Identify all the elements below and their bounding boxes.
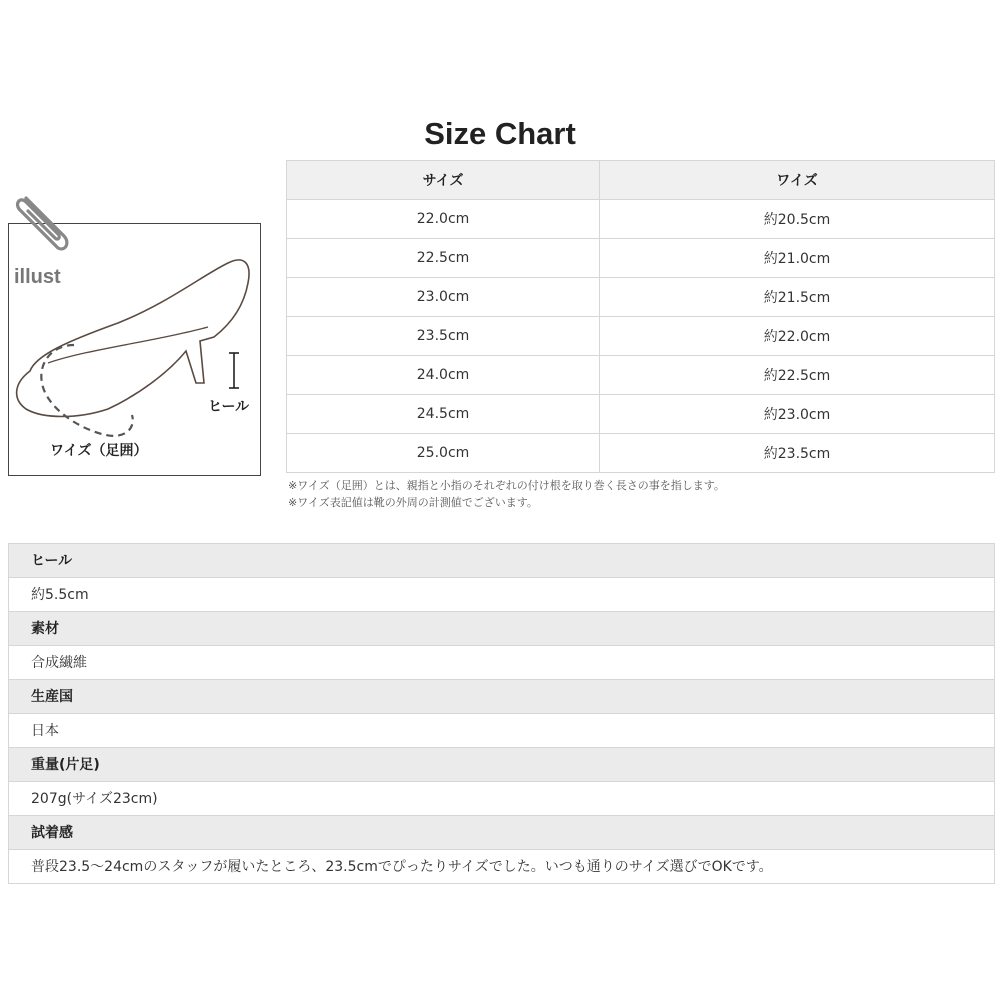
table-row bbox=[287, 200, 995, 239]
width-cell: 約21.0cm bbox=[600, 239, 995, 278]
spec-value-heel: 約5.5cm bbox=[9, 578, 994, 612]
width-label: ワイズ（足囲） bbox=[50, 443, 148, 459]
size-cell: 23.5cm bbox=[287, 317, 600, 356]
width-column-header: ワイズ bbox=[600, 161, 995, 200]
illust-label: illust bbox=[14, 266, 61, 288]
spec-value-material: 合成繊維 bbox=[9, 646, 994, 680]
width-cell: 約23.5cm bbox=[600, 434, 995, 473]
spec-value-origin: 日本 bbox=[9, 714, 994, 748]
size-column-header: サイズ bbox=[287, 161, 600, 200]
width-cell: 約22.5cm bbox=[600, 356, 995, 395]
spec-label-heel: ヒール bbox=[9, 544, 994, 578]
product-specs bbox=[8, 543, 995, 884]
spec-label-fit: 試着感 bbox=[9, 816, 994, 850]
size-cell: 22.0cm bbox=[287, 200, 600, 239]
table-row bbox=[287, 317, 995, 356]
spec-label-material: 素材 bbox=[9, 612, 994, 646]
size-cell: 23.0cm bbox=[287, 278, 600, 317]
pump-shoe-illustration bbox=[8, 223, 261, 476]
size-notes bbox=[288, 477, 725, 511]
table-row bbox=[287, 434, 995, 473]
size-table bbox=[286, 160, 995, 473]
page-title: Size Chart bbox=[424, 116, 576, 151]
width-cell: 約23.0cm bbox=[600, 395, 995, 434]
note-width-measurement: ※ワイズ表記値は靴の外周の計測値でございます。 bbox=[288, 496, 538, 509]
spec-value-fit: 普段23.5～24cmのスタッフが履いたところ、23.5cmでぴったりサイズでした。いつも通りのサイズ選びでOKです。 bbox=[9, 850, 994, 884]
spec-value-weight: 207g(サイズ23cm) bbox=[9, 782, 994, 816]
size-cell: 24.0cm bbox=[287, 356, 600, 395]
paperclip-icon bbox=[8, 192, 72, 256]
width-cell: 約20.5cm bbox=[600, 200, 995, 239]
table-row bbox=[287, 278, 995, 317]
width-cell: 約21.5cm bbox=[600, 278, 995, 317]
size-cell: 22.5cm bbox=[287, 239, 600, 278]
table-row bbox=[287, 395, 995, 434]
table-row bbox=[287, 239, 995, 278]
note-width-definition: ※ワイズ（足囲）とは、親指と小指のそれぞれの付け根を取り巻く長さの事を指します。 bbox=[288, 479, 725, 492]
spec-label-weight: 重量(片足) bbox=[9, 748, 994, 782]
heel-label: ヒール bbox=[208, 399, 250, 415]
size-cell: 24.5cm bbox=[287, 395, 600, 434]
table-row bbox=[287, 356, 995, 395]
spec-label-origin: 生産国 bbox=[9, 680, 994, 714]
size-table-header-row bbox=[287, 161, 995, 200]
width-cell: 約22.0cm bbox=[600, 317, 995, 356]
size-cell: 25.0cm bbox=[287, 434, 600, 473]
